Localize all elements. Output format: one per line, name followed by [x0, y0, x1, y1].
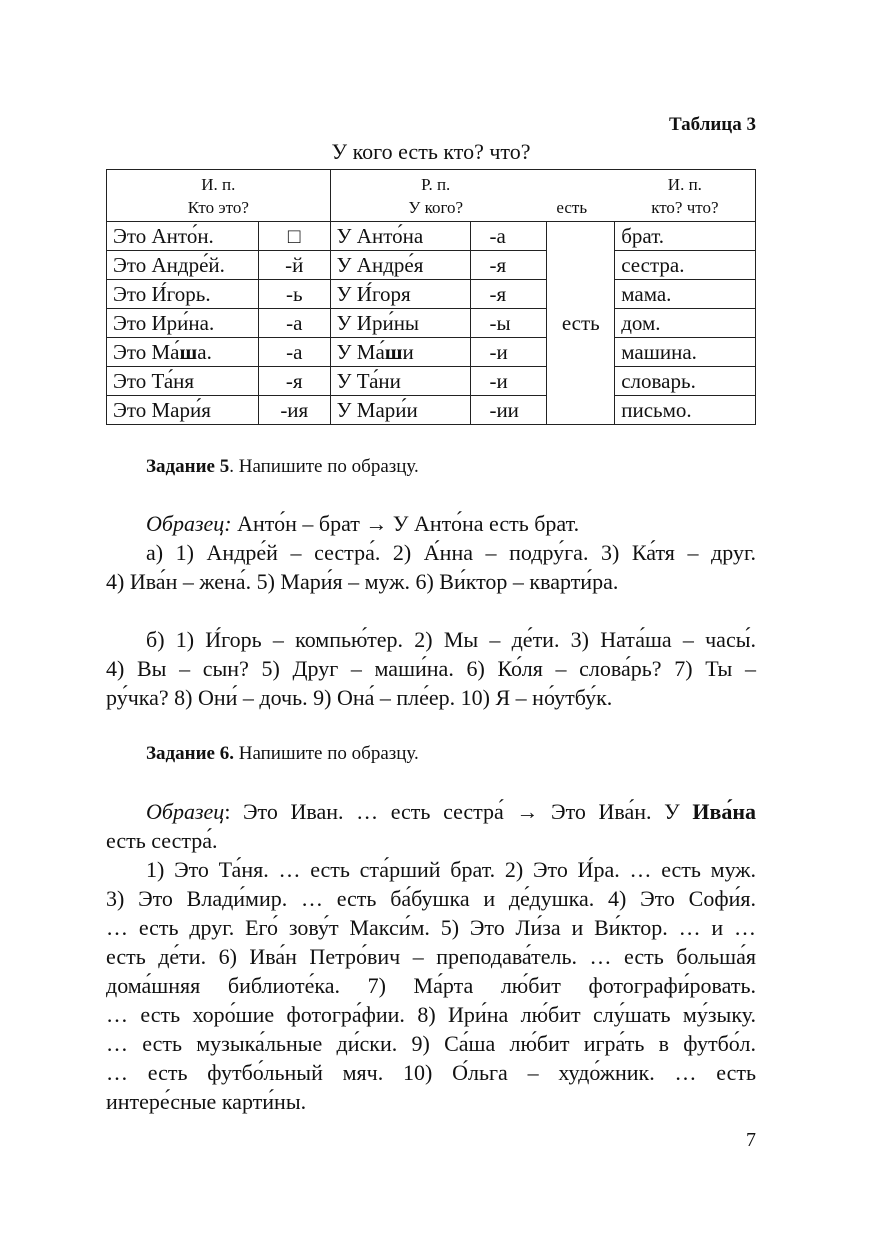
header-object-case: И. п. [667, 174, 702, 194]
genitive-ending-cell: -ии [471, 396, 547, 425]
header-object-question: кто? что? [651, 197, 719, 217]
object-cell: дом. [615, 309, 756, 338]
task5-a-line: 4) Ива́н – жена́. 5) Мари́я – муж. 6) Ви́ктор – кварти́ра. [106, 569, 619, 594]
object-cell: письмо. [615, 396, 756, 425]
task5-a-line: а) 1) Андре́й – сестра́. 2) А́нна – подру́га. 3) Ка́тя – друг. [146, 540, 756, 565]
task6-sample [106, 797, 756, 826]
task6-instruction: Напишите по образцу. [233, 743, 419, 764]
task5-b-line: б) 1) И́горь – компью́тер. 2) Мы – де́ти. 3) Ната́ша – часы́. [146, 627, 756, 652]
genitive-cell: У И́горя [330, 280, 471, 309]
task6-title: Задание 6. [146, 743, 234, 764]
genitive-ending-cell: -ы [471, 309, 547, 338]
task6-line: … есть хоро́шие фотогра́фии. 8) Ири́на лю́бит слу́шать му́зыку. [106, 1002, 756, 1027]
task5-b-body [106, 625, 756, 712]
table-row [107, 222, 756, 251]
task6-line: 3) Это Влади́мир. … есть ба́бушка и де́душка. 4) Это Софи́я. [106, 886, 756, 911]
task5-sample-label: Образец: [146, 511, 232, 536]
object-cell: мама. [615, 280, 756, 309]
est-cell: есть [547, 222, 615, 425]
nominative-cell: Это Анто́н. [107, 222, 259, 251]
nominative-cell: Это Та́ня [107, 367, 259, 396]
task6-line: 1) Это Та́ня. … есть ста́рший брат. 2) Это И́ра. … есть муж. [146, 857, 756, 882]
header-genitive-case: Р. п. [421, 174, 451, 194]
task5-b-line: ру́чка? 8) Они́ – дочь. 9) Она́ – пле́ер. 10) Я – но́утбу́к. [106, 685, 613, 710]
nominative-ending-cell: -я [258, 367, 330, 396]
grammar-table [106, 169, 756, 425]
table-header-row [107, 170, 756, 222]
task5-sample-text: Анто́н – брат → У Анто́на есть брат. [231, 511, 580, 536]
nominative-ending-cell: -ь [258, 280, 330, 309]
task6-line: … есть друг. Его́ зову́т Макси́м. 5) Это Ли́за и Ви́ктор. … и … [106, 915, 756, 940]
genitive-cell: У Та́ни [330, 367, 471, 396]
task6-line: есть де́ти. 6) Ива́н Петро́вич – преподава́тель. … есть больша́я [106, 944, 756, 969]
object-cell: сестра. [615, 251, 756, 280]
table-row [107, 338, 756, 367]
task5-heading [146, 456, 419, 478]
task6-sample-text: : Это Иван. … есть сестра́ → Это Ива́н. У [224, 799, 693, 824]
header-object [615, 170, 756, 222]
nominative-ending-cell: -й [258, 251, 330, 280]
genitive-cell: У Ири́ны [330, 309, 471, 338]
genitive-cell: У Мари́и [330, 396, 471, 425]
task6-sample-bold: Ива́на [692, 799, 756, 824]
table-row [107, 367, 756, 396]
nominative-ending-cell: □ [258, 222, 330, 251]
genitive-ending-cell: -и [471, 338, 547, 367]
table-row [107, 309, 756, 338]
nominative-cell: Это Ма́ша. [107, 338, 259, 367]
task6-line: … есть футбо́льный мяч. 10) О́льга – худо́жник. … есть [106, 1060, 756, 1085]
genitive-ending-cell: -я [471, 251, 547, 280]
genitive-cell: У Андре́я [330, 251, 471, 280]
genitive-ending-cell: -я [471, 280, 547, 309]
task6-sample-line2: есть сестра́. [106, 828, 218, 853]
nominative-cell: Это Ири́на. [107, 309, 259, 338]
header-nominative [107, 170, 331, 222]
task5-sample [106, 509, 756, 538]
object-cell: словарь. [615, 367, 756, 396]
page-number: 7 [746, 1129, 756, 1151]
nominative-ending-cell: -а [258, 309, 330, 338]
header-genitive-question: У кого? [408, 197, 464, 217]
task5-instruction: . Напишите по образцу. [229, 456, 419, 477]
table-row [107, 280, 756, 309]
table-row [107, 251, 756, 280]
object-cell: брат. [615, 222, 756, 251]
task6-heading [146, 743, 419, 765]
nominative-cell: Это Мари́я [107, 396, 259, 425]
nominative-cell: Это Андре́й. [107, 251, 259, 280]
task5-body [106, 509, 756, 596]
header-est: есть [556, 197, 588, 217]
task6-line: интере́сные карти́ны. [106, 1089, 307, 1114]
object-cell: машина. [615, 338, 756, 367]
page [106, 0, 756, 1241]
task6-body [106, 797, 756, 1116]
task5-title: Задание 5 [146, 456, 230, 477]
genitive-cell: У Ма́ши [330, 338, 471, 367]
table-label: Таблица 3 [668, 114, 756, 135]
genitive-cell: У Анто́на [330, 222, 471, 251]
table-row [107, 396, 756, 425]
task6-sample-label: Образец [146, 799, 225, 824]
genitive-ending-cell: -и [471, 367, 547, 396]
task5-b-line: 4) Вы – сын? 5) Друг – маши́на. 6) Ко́ля – слова́рь? 7) Ты – [106, 656, 756, 681]
header-genitive [330, 170, 615, 222]
nominative-ending-cell: -а [258, 338, 330, 367]
table-title: У кого есть кто? что? [331, 139, 531, 164]
header-nominative-question: Кто это? [187, 197, 249, 217]
nominative-cell: Это И́горь. [107, 280, 259, 309]
genitive-ending-cell: -а [471, 222, 547, 251]
nominative-ending-cell: -ия [258, 396, 330, 425]
task6-line: дома́шняя библиоте́ка. 7) Ма́рта лю́бит фотографи́ровать. [106, 973, 756, 998]
header-nominative-case: И. п. [201, 174, 236, 194]
task6-line: … есть музыка́льные ди́ски. 9) Са́ша лю́бит игра́ть в футбо́л. [106, 1031, 756, 1056]
